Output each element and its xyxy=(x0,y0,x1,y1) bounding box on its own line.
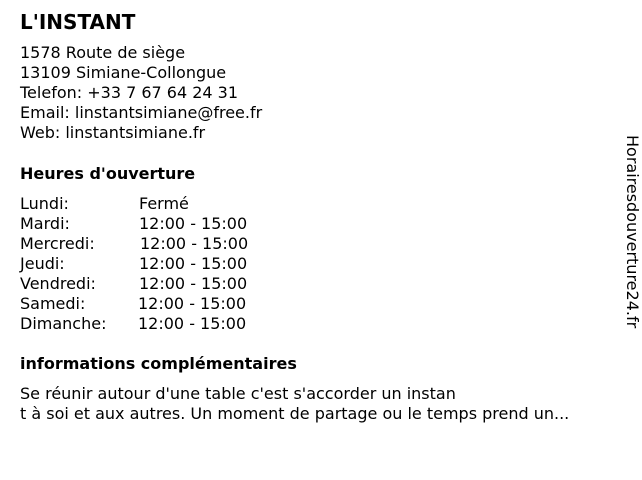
day-label: Samedi: xyxy=(20,294,86,313)
day-hours: 12:00 - 15:00 xyxy=(139,254,248,273)
day-label: Jeudi: xyxy=(20,254,65,273)
day-hours: Fermé xyxy=(139,194,189,213)
day-label: Lundi: xyxy=(20,194,69,213)
day-hours: 12:00 - 15:00 xyxy=(139,274,248,293)
phone-number: Telefon: +33 7 67 64 24 31 xyxy=(20,83,239,102)
additional-info-heading: informations complémentaires xyxy=(20,354,297,373)
day-label: Mardi: xyxy=(20,214,70,233)
contact-info xyxy=(20,43,262,143)
website: Web: linstantsimiane.fr xyxy=(20,123,206,142)
email-address: Email: linstantsimiane@free.fr xyxy=(20,103,263,122)
day-label: Mercredi: xyxy=(20,234,95,253)
day-hours: 12:00 - 15:00 xyxy=(139,214,248,233)
day-hours: 12:00 - 15:00 xyxy=(138,314,247,333)
day-label: Dimanche: xyxy=(20,314,107,333)
address-city: 13109 Simiane-Collongue xyxy=(20,63,227,82)
day-hours: 12:00 - 15:00 xyxy=(138,294,247,313)
day-label: Vendredi: xyxy=(20,274,96,293)
description-line-1: Se réunir autour d'une table c'est s'accorder un instan xyxy=(20,384,456,403)
description-line-2: t à soi et aux autres. Un moment de partage ou le temps prend un... xyxy=(20,404,570,423)
opening-hours-heading: Heures d'ouverture xyxy=(20,164,196,183)
address-street: 1578 Route de siège xyxy=(20,43,186,62)
day-hours: 12:00 - 15:00 xyxy=(140,234,249,253)
description xyxy=(20,384,569,424)
business-name: L'INSTANT xyxy=(20,10,136,34)
watermark-text: Horairesdouverture24.fr xyxy=(623,135,642,329)
